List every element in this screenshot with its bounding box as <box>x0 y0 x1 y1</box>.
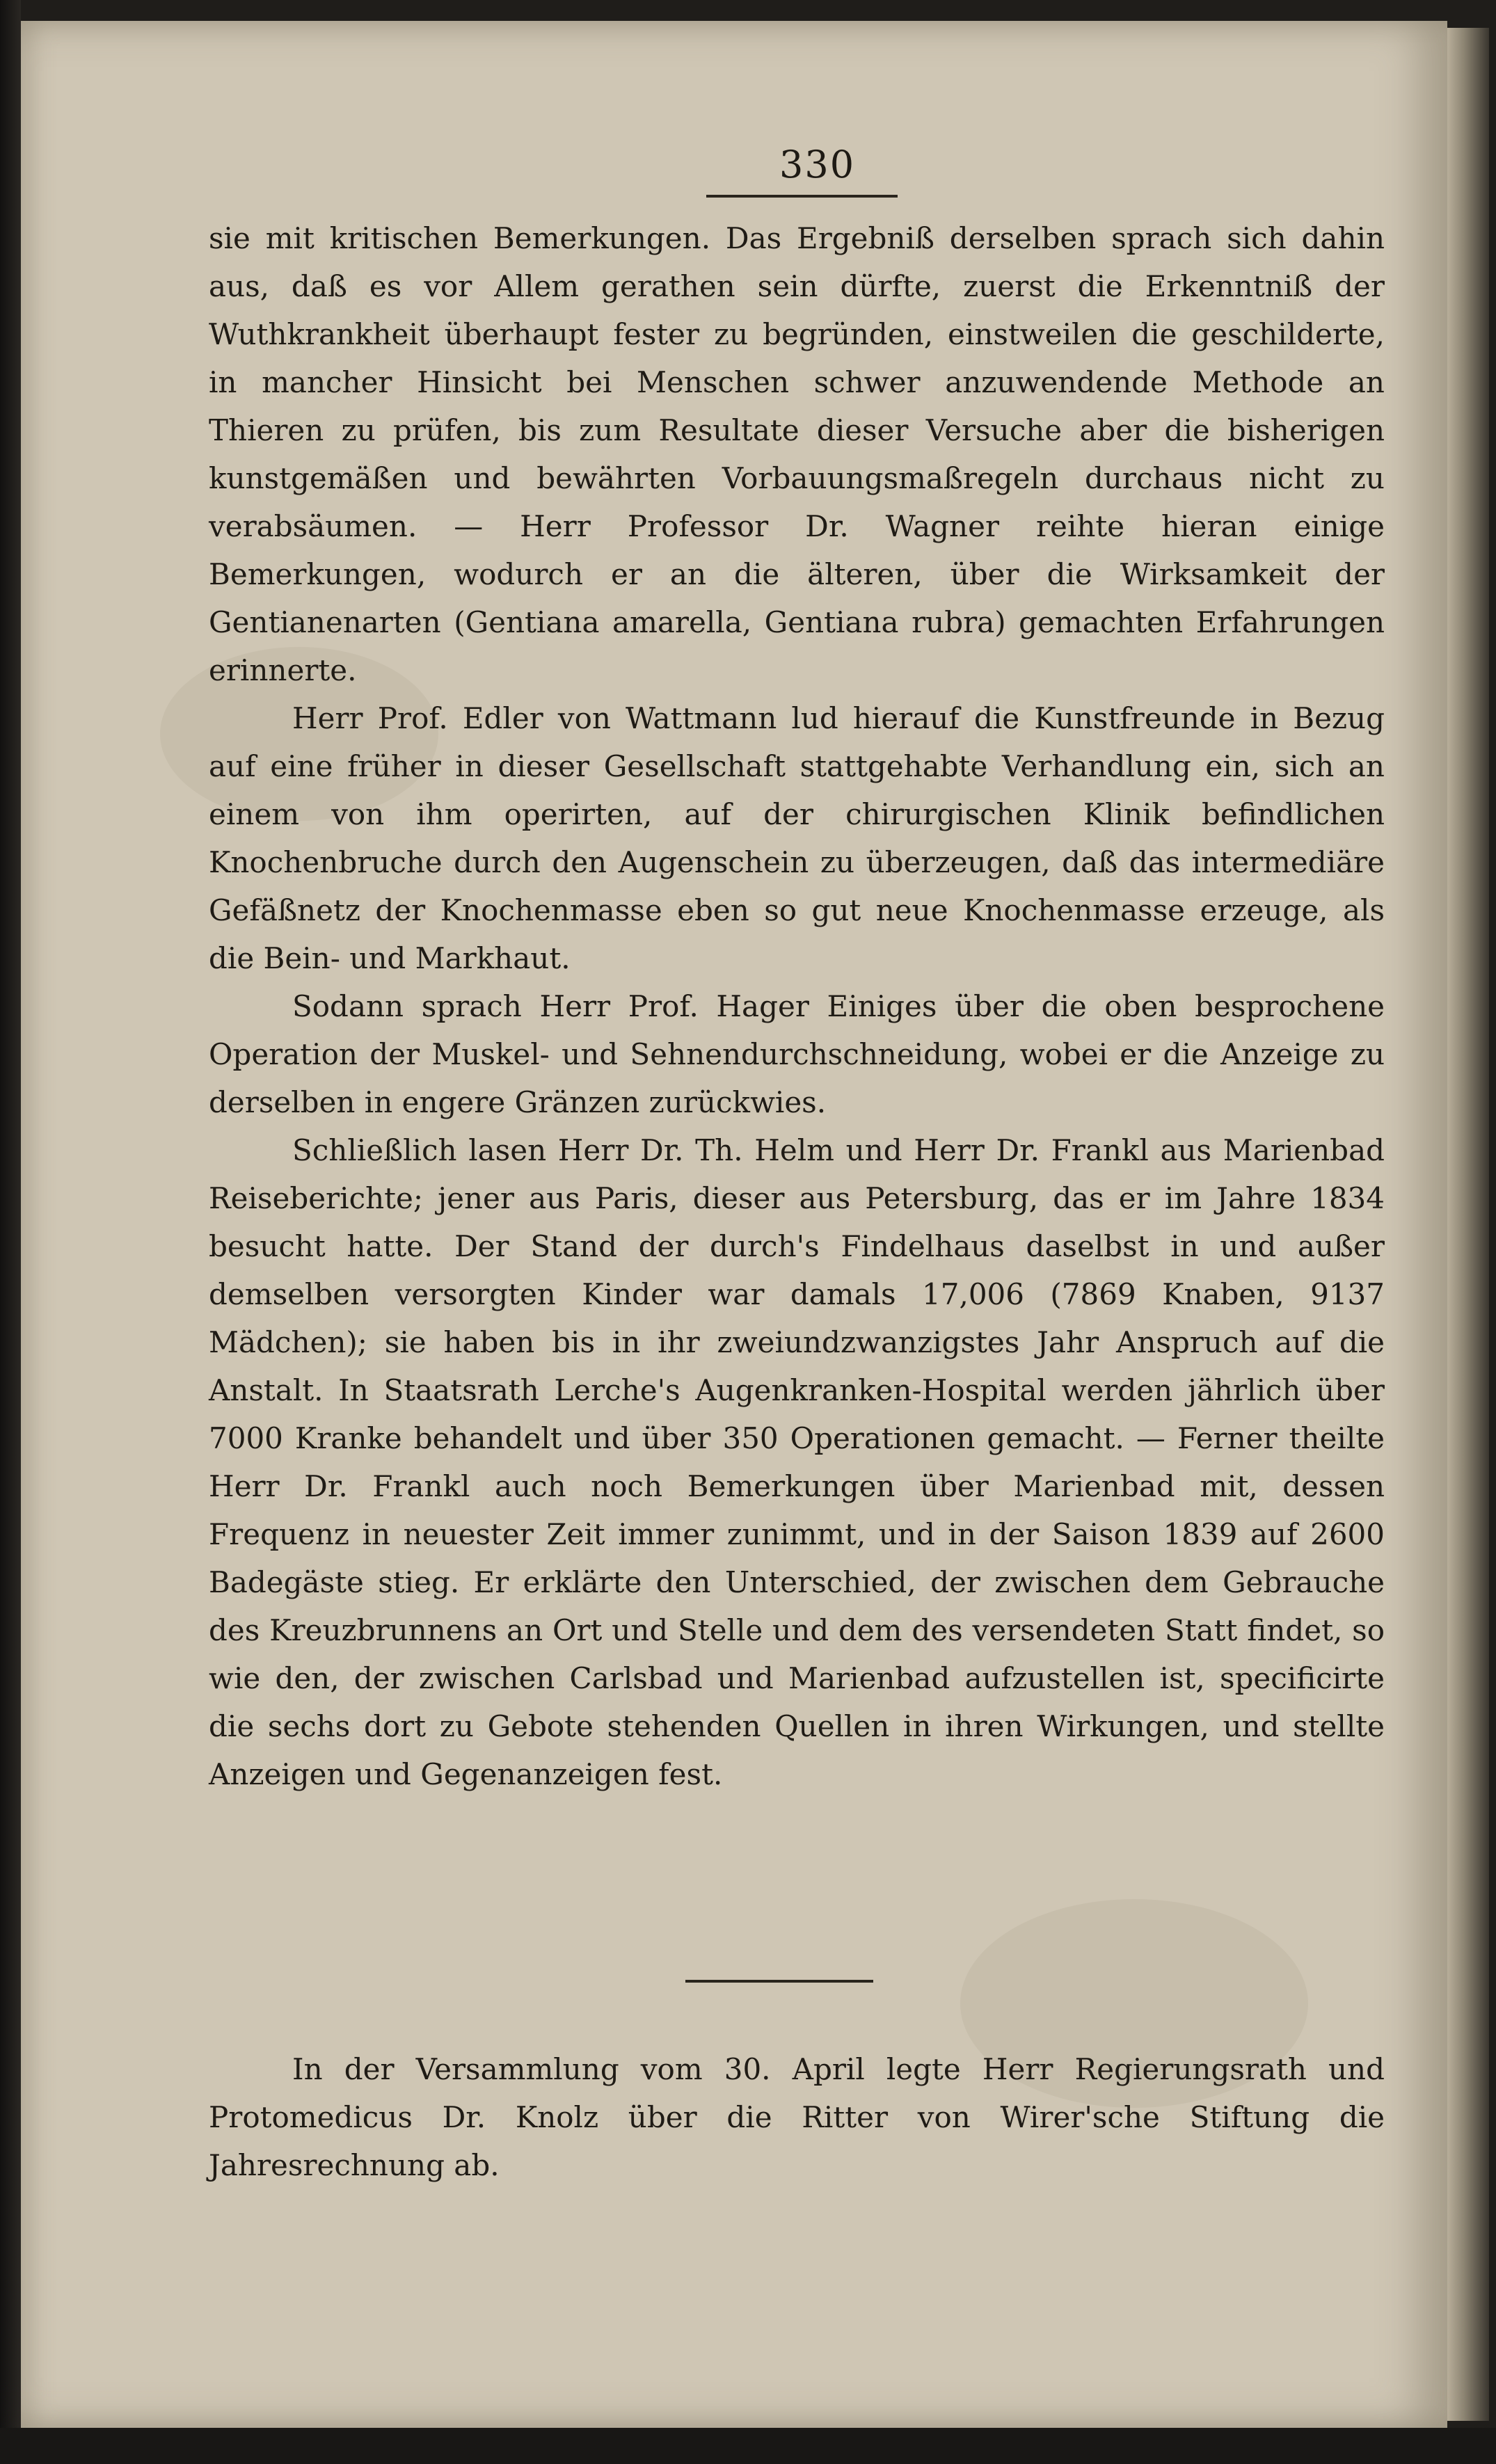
paragraph-wattmann: Herr Prof. Edler von Wattmann lud hierauf die Kunstfreunde in Bezug auf eine früher in dieser Gesellschaft stattgehabte Verhandlung ein, sich an einem von ihm operirten, auf der chirurgischen Klinik befindlichen Knochenbruche durch den Augenschein zu überzeugen, daß das intermediäre Gefäßnetz der Knochenmasse eben so gut neue Knochenmasse erzeuge, als die Bein- und Markhaut. <box>209 701 1385 975</box>
book-gutter <box>0 0 21 2464</box>
second-text-block <box>209 2045 1385 2189</box>
paragraph-hager: Sodann sprach Herr Prof. Hager Einiges über die oben besprochene Operation der Muskel- und Sehnendurchschneidung, wobei er die Anzeige zu derselben in engere Gränzen zurückwies. <box>209 989 1385 1119</box>
header-rule <box>706 195 898 198</box>
paragraph-assembly: In der Versammlung vom 30. April legte Herr Regierungsrath und Protomedicus Dr. Knolz über die Ritter von Wirer'sche Stiftung die Jahresrechnung ab. <box>209 2052 1385 2182</box>
paragraph-continuation: sie mit kritischen Bemerkungen. Das Ergebniß derselben sprach sich dahin aus, daß es vor Allem gerathen sein dürfte, zuerst die Erkenntniß der Wuthkrankheit überhaupt fester zu begründen, einstweilen die geschilderte, in mancher Hinsicht bei Menschen schwer anzuwendende Methode an Thieren zu prüfen, bis zum Resultate dieser Versuche aber die bisherigen kunstgemäßen und bewährten Vorbauungsmaßregeln durchaus nicht zu verabsäumen. — Herr Professor Dr. Wagner reihte hieran einige Bemerkungen, wodurch er an die älteren, über die Wirksamkeit der Gentianenarten (Gentiana amarella, Gentiana rubra) gemachten Erfahrungen erinnerte. <box>209 221 1385 687</box>
paragraph-reports: Schließlich lasen Herr Dr. Th. Helm und Herr Dr. Frankl aus Marienbad Reiseberichte; jener aus Paris, dieser aus Petersburg, das er im Jahre 1834 besucht hatte. Der Stand der durch's Findelhaus daselbst in und außer demselben versorgten Kinder war damals 17,006 (7869 Knaben, 9137 Mädchen); sie haben bis in ihr zweiundzwanzigstes Jahr Anspruch auf die Anstalt. In Staatsrath Lerche's Augenkranken-Hospital werden jährlich über 7000 Kranke behandelt und über 350 Operationen gemacht. — Ferner theilte Herr Dr. Frankl auch noch Bemerkungen über Marienbad mit, dessen Frequenz in neuester Zeit immer zunimmt, und in der Saison 1839 auf 2600 Badegäste stieg. Er erklärte den Unterschied, der zwischen dem Gebrauche des Kreuzbrunnens an Ort und Stelle und dem des versendeten Statt findet, so wie den, der zwischen Carlsbad und Marienbad aufzustellen ist, specificirte die sechs dort zu Gebote stehenden Quellen in ihren Wirkungen, und stellte Anzeigen und Gegenanzeigen fest. <box>209 1133 1385 1791</box>
bottom-edge <box>0 2428 1496 2464</box>
page-edge <box>1447 28 1489 2421</box>
section-divider <box>685 1980 873 1983</box>
main-text-block <box>209 214 1385 1798</box>
page-number: 330 <box>779 143 856 186</box>
